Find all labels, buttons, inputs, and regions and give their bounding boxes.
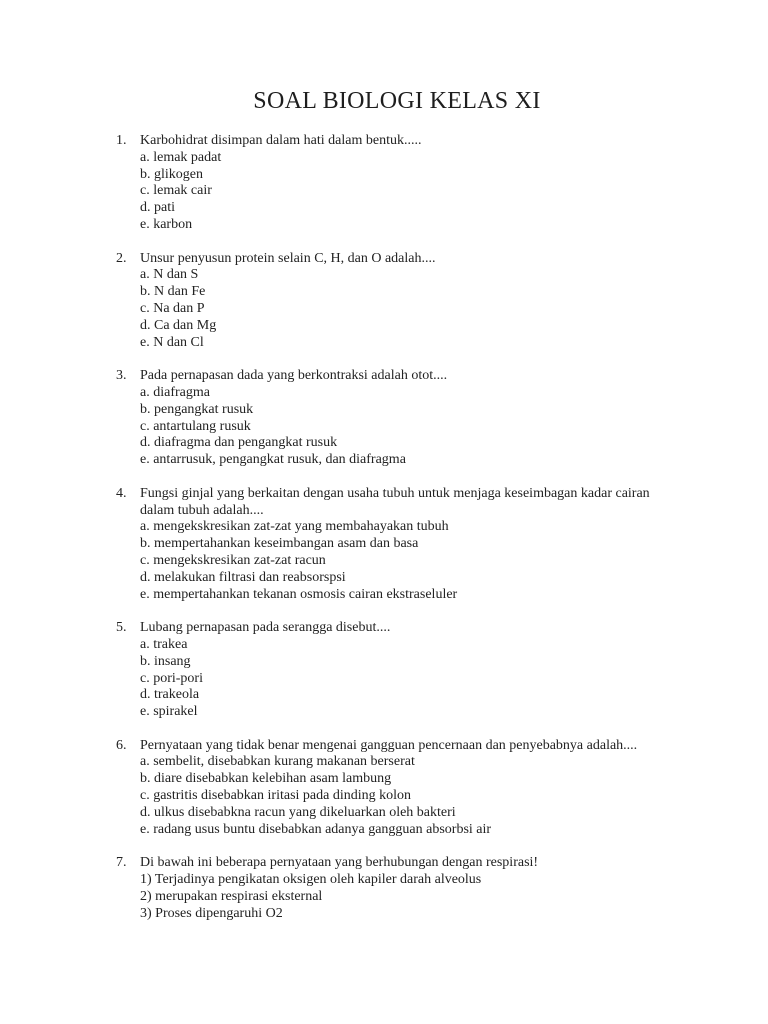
answer-option: d. diafragma dan pengangkat rusuk [140, 435, 338, 451]
answer-option: e. mempertahankan tekanan osmosis cairan ekstraseluler [140, 586, 458, 602]
question-number: 7. [116, 855, 127, 871]
question-number: 2. [116, 250, 127, 266]
answer-option: b. insang [140, 653, 191, 669]
question-item [116, 855, 676, 922]
answer-option: a. N dan S [140, 267, 199, 283]
answer-option: a. lemak padat [140, 149, 222, 165]
question-number: 1. [116, 133, 127, 148]
question-item [116, 738, 676, 839]
question-item [116, 368, 676, 469]
answer-option: c. antartulang rusuk [140, 418, 251, 434]
answer-option: e. N dan Cl [140, 334, 204, 350]
answer-option: b. mempertahankan keseimbangan asam dan basa [140, 536, 419, 552]
answer-option: b. N dan Fe [140, 284, 206, 300]
question-list [116, 133, 676, 939]
answer-option: 3) Proses dipengaruhi O2 [140, 905, 283, 921]
answer-option: c. lemak cair [140, 183, 212, 199]
answer-option: e. radang usus buntu disebabkan adanya gangguan absorbsi air [140, 821, 492, 837]
question-number: 5. [116, 620, 127, 636]
question-text: Fungsi ginjal yang berkaitan dengan usaha tubuh untuk menjaga keseimbagan kadar cairan dalam tubuh adalah.... [140, 485, 650, 518]
question-text: Lubang pernapasan pada serangga disebut.... [140, 620, 391, 636]
document-title: SOAL BIOLOGI KELAS XI [253, 88, 541, 114]
answer-option: d. pati [140, 200, 175, 216]
answer-option: d. trakeola [140, 687, 200, 703]
question-item [116, 133, 676, 234]
answer-option: a. mengekskresikan zat-zat yang membahayakan tubuh [140, 519, 449, 535]
question-text: Unsur penyusun protein selain C, H, dan O adalah.... [140, 250, 436, 266]
question-text: Pada pernapasan dada yang berkontraksi adalah otot.... [140, 368, 448, 384]
answer-option: c. mengekskresikan zat-zat racun [140, 552, 326, 568]
answer-option: c. pori-pori [140, 670, 203, 686]
question-item [116, 251, 676, 352]
answer-option: a. trakea [140, 636, 188, 652]
answer-option: e. spirakel [140, 704, 198, 720]
question-text: Pernyataan yang tidak benar mengenai gangguan pencernaan dan penyebabnya adalah.... [140, 737, 638, 753]
question-item [116, 620, 676, 721]
answer-option: c. Na dan P [140, 300, 205, 316]
answer-option: b. pengangkat rusuk [140, 401, 254, 417]
question-text: Karbohidrat disimpan dalam hati dalam bentuk..... [140, 133, 422, 148]
answer-option: d. ulkus disebabkna racun yang dikeluarkan oleh bakteri [140, 804, 456, 820]
answer-option: c. gastritis disebabkan iritasi pada dinding kolon [140, 788, 412, 804]
question-number: 4. [116, 485, 127, 501]
answer-option: 1) Terjadinya pengikatan oksigen oleh kapiler darah alveolus [140, 872, 482, 888]
answer-option: e. antarrusuk, pengangkat rusuk, dan diafragma [140, 452, 406, 468]
answer-option: d. melakukan filtrasi dan reabsorspsi [140, 569, 346, 585]
question-item [116, 486, 676, 604]
answer-option: b. glikogen [140, 166, 203, 182]
answer-option: a. sembelit, disebabkan kurang makanan berserat [140, 754, 415, 770]
answer-option: e. karbon [140, 216, 193, 232]
answer-option: 2) merupakan respirasi eksternal [140, 888, 323, 904]
answer-option: b. diare disebabkan kelebihan asam lambung [140, 771, 392, 787]
answer-option: a. diafragma [140, 384, 210, 400]
question-number: 6. [116, 737, 127, 753]
question-number: 3. [116, 368, 127, 384]
answer-option: d. Ca dan Mg [140, 317, 217, 333]
question-text: Di bawah ini beberapa pernyataan yang berhubungan dengan respirasi! [140, 855, 539, 871]
